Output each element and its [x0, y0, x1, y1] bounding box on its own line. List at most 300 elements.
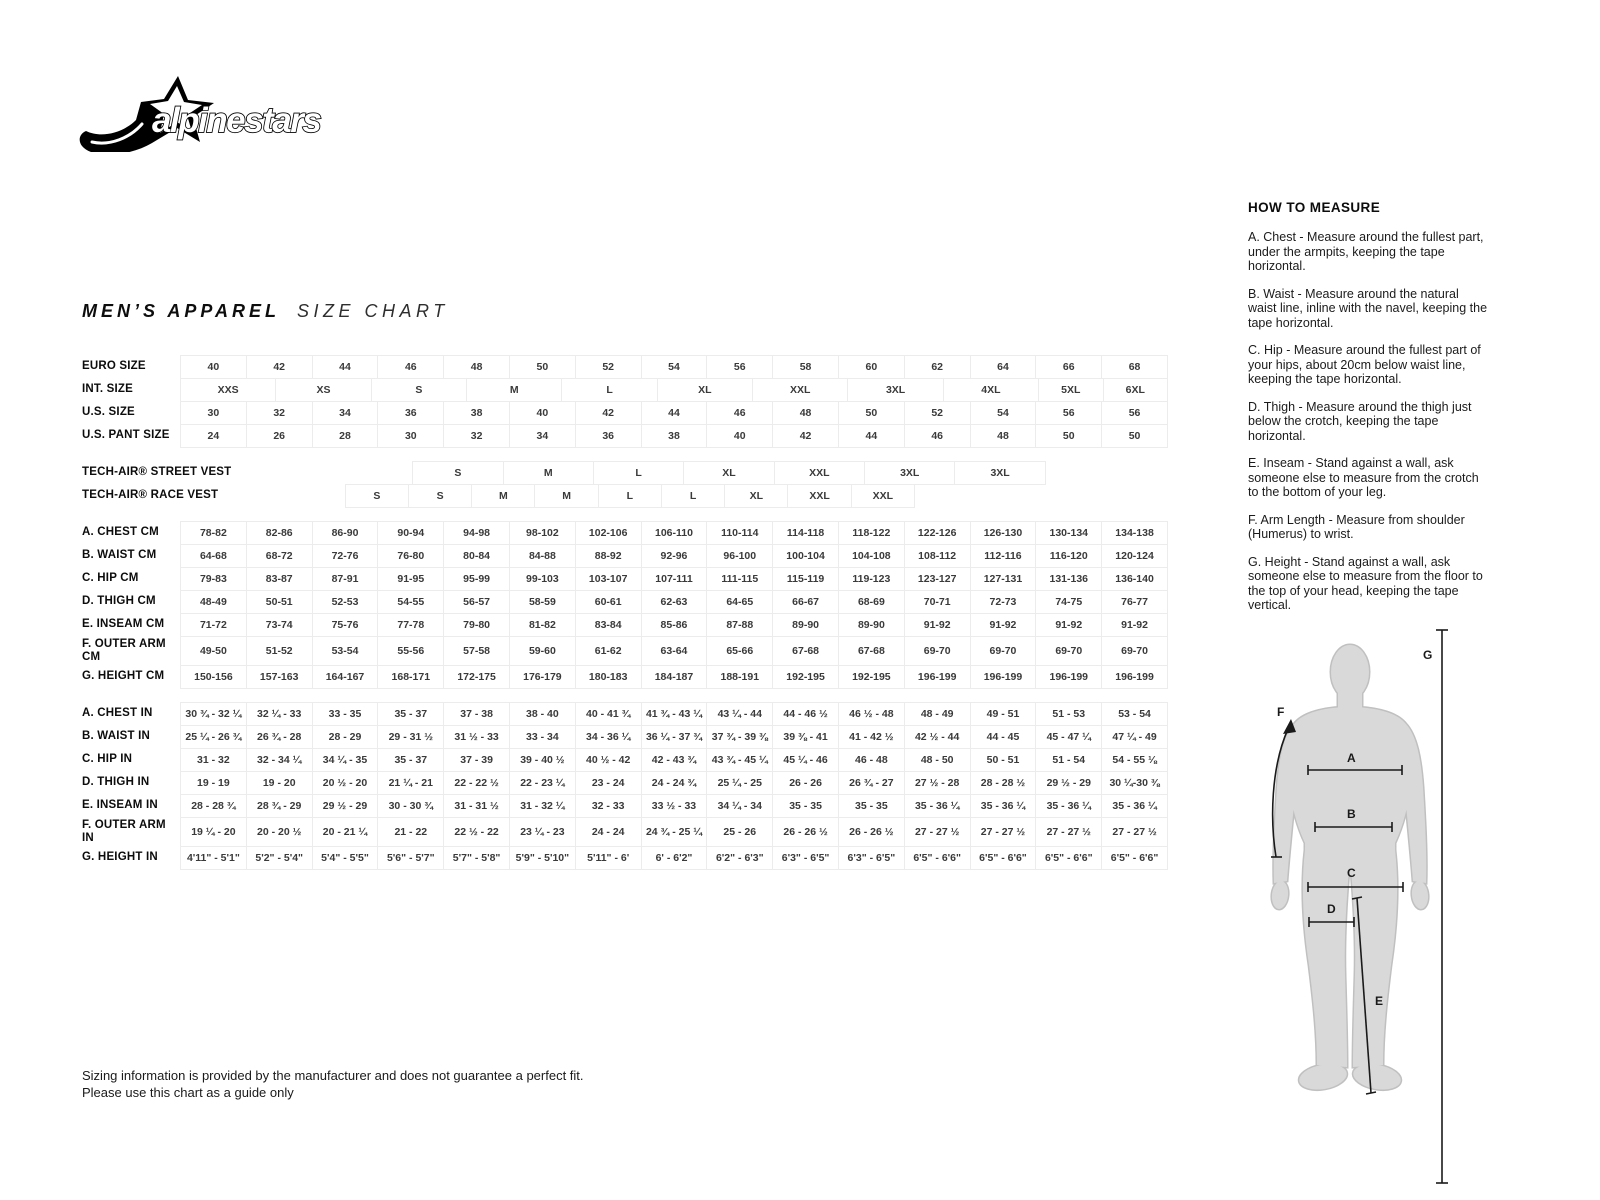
- table-cell: 24 - 24 ¾: [641, 771, 708, 795]
- table-cell: 44: [838, 424, 905, 448]
- table-cell: 122-126: [904, 521, 971, 545]
- table-cell: 51 - 54: [1035, 748, 1102, 772]
- table-cell: 63-64: [641, 636, 708, 666]
- table-cell: 66-67: [772, 590, 839, 614]
- table-cell: 56-57: [443, 590, 510, 614]
- page-title-secondary: SIZE CHART: [297, 301, 449, 321]
- table-cell: 6'3" - 6'5": [772, 846, 839, 870]
- row-label: D. THIGH CM: [82, 595, 156, 608]
- table-cell: XL: [724, 484, 788, 508]
- table-cell: 196-199: [1035, 665, 1102, 689]
- table-cell: XXS: [180, 378, 276, 402]
- table-cell: 38: [443, 401, 510, 425]
- table-cell: 48: [443, 355, 510, 379]
- table-cell: 5'9" - 5'10": [509, 846, 576, 870]
- table-cell: 23 ¼ - 23: [509, 817, 576, 847]
- size-table: [82, 355, 1168, 883]
- table-cell: XS: [275, 378, 371, 402]
- table-cell: 98-102: [509, 521, 576, 545]
- table-cell: 35 - 35: [772, 794, 839, 818]
- table-row: [82, 378, 1168, 402]
- table-row: [82, 702, 1168, 726]
- table-cell: 6XL: [1103, 378, 1168, 402]
- table-cell: 48-49: [180, 590, 247, 614]
- row-label: A. CHEST IN: [82, 707, 153, 720]
- table-cell: 53 - 54: [1101, 702, 1168, 726]
- table-cell: 43 ¾ - 45 ¼: [706, 748, 773, 772]
- table-cell: 86-90: [312, 521, 379, 545]
- table-cell: [914, 484, 978, 508]
- table-cell: 60-61: [575, 590, 642, 614]
- table-cell: 100-104: [772, 544, 839, 568]
- table-cell: 69-70: [970, 636, 1037, 666]
- table-cell: 6'5" - 6'6": [970, 846, 1037, 870]
- page-title-primary: MEN’S APPAREL: [82, 301, 281, 321]
- table-cell: 19 - 19: [180, 771, 247, 795]
- measure-instruction: F. Arm Length - Measure from shoulder (Humerus) to wrist.: [1248, 512, 1465, 541]
- table-cell: 26 ¾ - 27: [838, 771, 905, 795]
- table-cell: 50: [1035, 424, 1102, 448]
- table-cell: [1040, 484, 1104, 508]
- table-cell: 46 ½ - 48: [838, 702, 905, 726]
- table-cell: 35 - 36 ¼: [904, 794, 971, 818]
- table-row: [82, 484, 1168, 508]
- table-cell: 34 ¼ - 34: [706, 794, 773, 818]
- table-row: [82, 748, 1168, 772]
- measure-instruction: G. Height - Stand against a wall, ask someone else to measure from the floor to the top of your head, keeping the tape vertical.: [1248, 554, 1483, 612]
- table-row: [82, 521, 1168, 545]
- table-cell: 40: [180, 355, 247, 379]
- table-cell: 116-120: [1035, 544, 1102, 568]
- table-cell: 88-92: [575, 544, 642, 568]
- table-cell: 62-63: [641, 590, 708, 614]
- table-cell: 29 ½ - 29: [1035, 771, 1102, 795]
- table-cell: 32: [443, 424, 510, 448]
- table-cell: 168-171: [377, 665, 444, 689]
- table-cell: 54: [970, 401, 1037, 425]
- table-cell: 6'5" - 6'6": [1101, 846, 1168, 870]
- table-cell: 96-100: [706, 544, 773, 568]
- table-group-tech_air: [82, 461, 1168, 508]
- table-cell: 72-73: [970, 590, 1037, 614]
- table-cell: 196-199: [904, 665, 971, 689]
- row-label: G. HEIGHT IN: [82, 851, 158, 864]
- table-cell: L: [561, 378, 657, 402]
- table-cell: 176-179: [509, 665, 576, 689]
- table-cell: 44: [641, 401, 708, 425]
- table-cell: 54 - 55 ⅛: [1101, 748, 1168, 772]
- table-cell: 91-92: [1035, 613, 1102, 637]
- table-cell: 91-92: [1101, 613, 1168, 637]
- table-cell: 77-78: [377, 613, 444, 637]
- table-cell: 5'11" - 6': [575, 846, 642, 870]
- row-label: U.S. SIZE: [82, 406, 135, 419]
- table-cell: 42: [575, 401, 642, 425]
- row-label: E. INSEAM IN: [82, 799, 158, 812]
- table-cell: 40: [706, 424, 773, 448]
- table-cell: 192-195: [838, 665, 905, 689]
- table-cell: 33 ½ - 33: [641, 794, 708, 818]
- table-cell: 70-71: [904, 590, 971, 614]
- table-cell: 68-69: [838, 590, 905, 614]
- table-cell: 42: [246, 355, 313, 379]
- table-cell: 131-136: [1035, 567, 1102, 591]
- table-cell: 35 - 36 ¼: [1035, 794, 1102, 818]
- table-cell: 39 - 40 ½: [509, 748, 576, 772]
- table-cell: 34 ¼ - 35: [312, 748, 379, 772]
- table-cell: 38 - 40: [509, 702, 576, 726]
- table-cell: 40: [509, 401, 576, 425]
- table-cell: 76-77: [1101, 590, 1168, 614]
- table-cell: 30 ¼-30 ⅜: [1101, 771, 1168, 795]
- table-cell: 35 - 36 ¼: [970, 794, 1037, 818]
- table-cell: 115-119: [772, 567, 839, 591]
- table-cell: L: [593, 461, 684, 485]
- table-cell: 85-86: [641, 613, 708, 637]
- table-cell: 53-54: [312, 636, 379, 666]
- row-label: E. INSEAM CM: [82, 618, 165, 631]
- table-cell: 27 - 27 ½: [1101, 817, 1168, 847]
- table-cell: 6'3" - 6'5": [838, 846, 905, 870]
- table-cell: 127-131: [970, 567, 1037, 591]
- table-cell: 22 - 23 ¼: [509, 771, 576, 795]
- table-cell: 30: [180, 401, 247, 425]
- table-cell: 103-107: [575, 567, 642, 591]
- table-cell: 25 ¼ - 25: [706, 771, 773, 795]
- table-cell: 54-55: [377, 590, 444, 614]
- table-cell: 82-86: [246, 521, 313, 545]
- table-cell: 66: [1035, 355, 1102, 379]
- table-cell: 67-68: [772, 636, 839, 666]
- table-cell: 64-65: [706, 590, 773, 614]
- table-cell: 74-75: [1035, 590, 1102, 614]
- table-cell: 33 - 34: [509, 725, 576, 749]
- table-group-in: [82, 702, 1168, 870]
- table-cell: 28 - 28 ¾: [180, 794, 247, 818]
- table-cell: 106-110: [641, 521, 708, 545]
- table-cell: 6'5" - 6'6": [1035, 846, 1102, 870]
- table-cell: 50: [509, 355, 576, 379]
- table-cell: 188-191: [706, 665, 773, 689]
- table-cell: 157-163: [246, 665, 313, 689]
- table-cell: 24: [180, 424, 247, 448]
- table-cell: 79-83: [180, 567, 247, 591]
- table-cell: 28 - 28 ½: [970, 771, 1037, 795]
- table-cell: 80-84: [443, 544, 510, 568]
- table-cell: 48: [970, 424, 1037, 448]
- table-cell: 43 ¼ - 44: [706, 702, 773, 726]
- table-cell: 196-199: [1101, 665, 1168, 689]
- disclaimer-line-1: Sizing information is provided by the manufacturer and does not guarantee a perfect fit.: [82, 1068, 584, 1083]
- table-cell: 42 - 43 ¾: [641, 748, 708, 772]
- table-cell: 23 - 24: [575, 771, 642, 795]
- table-cell: 36 ¼ - 37 ¾: [641, 725, 708, 749]
- table-cell: 32 - 33: [575, 794, 642, 818]
- table-cell: 42 ½ - 44: [904, 725, 971, 749]
- table-cell: 51 - 53: [1035, 702, 1102, 726]
- table-cell: S: [345, 484, 409, 508]
- table-cell: 20 ½ - 20: [312, 771, 379, 795]
- table-row: [82, 725, 1168, 749]
- table-cell: [1045, 461, 1107, 485]
- table-cell: 196-199: [970, 665, 1037, 689]
- figure-label-arm: F: [1277, 705, 1285, 719]
- table-cell: 79-80: [443, 613, 510, 637]
- table-cell: 48 - 50: [904, 748, 971, 772]
- table-cell: 29 - 31 ½: [377, 725, 444, 749]
- table-cell: 62: [904, 355, 971, 379]
- table-row: [82, 846, 1168, 870]
- table-cell: 21 ¼ - 21: [377, 771, 444, 795]
- how-to-measure-paragraphs: [1248, 230, 1490, 613]
- table-cell: 27 ½ - 28: [904, 771, 971, 795]
- figure-label-hip: C: [1347, 866, 1356, 880]
- table-cell: 164-167: [312, 665, 379, 689]
- table-cell: 24 - 24: [575, 817, 642, 847]
- table-cell: 52: [575, 355, 642, 379]
- table-cell: 36: [575, 424, 642, 448]
- table-cell: 4'11" - 5'1": [180, 846, 247, 870]
- table-cell: 94-98: [443, 521, 510, 545]
- measure-instruction: C. Hip - Measure around the fullest part of your hips, about 20cm below waist line, keeping the tape horizontal.: [1248, 343, 1481, 386]
- table-cell: 57-58: [443, 636, 510, 666]
- table-cell: 38: [641, 424, 708, 448]
- alpinestars-logo: [78, 70, 354, 152]
- table-cell: 26: [246, 424, 313, 448]
- table-cell: 56: [1035, 401, 1102, 425]
- table-cell: S: [408, 484, 472, 508]
- table-cell: 49-50: [180, 636, 247, 666]
- table-cell: 87-91: [312, 567, 379, 591]
- figure-label-height: G: [1423, 648, 1433, 662]
- page-title: [82, 301, 449, 322]
- table-cell: 91-92: [904, 613, 971, 637]
- table-cell: 44 - 45: [970, 725, 1037, 749]
- table-cell: 75-76: [312, 613, 379, 637]
- table-cell: 64: [970, 355, 1037, 379]
- table-cell: 48 - 49: [904, 702, 971, 726]
- table-cell: 107-111: [641, 567, 708, 591]
- table-cell: 83-87: [246, 567, 313, 591]
- table-cell: 68: [1101, 355, 1168, 379]
- table-cell: [231, 461, 322, 485]
- table-cell: 123-127: [904, 567, 971, 591]
- table-cell: 42: [772, 424, 839, 448]
- table-row: [82, 771, 1168, 795]
- table-row: [82, 355, 1168, 379]
- table-cell: 69-70: [1035, 636, 1102, 666]
- row-label: TECH-AIR® RACE VEST: [82, 489, 219, 502]
- table-cell: 35 - 37: [377, 702, 444, 726]
- table-cell: 27 - 27 ½: [904, 817, 971, 847]
- table-cell: 19 ¼ - 20: [180, 817, 247, 847]
- table-cell: 25 ¼ - 26 ¾: [180, 725, 247, 749]
- measure-instruction: E. Inseam - Stand against a wall, ask someone else to measure from the crotch to the bottom of your leg.: [1248, 456, 1479, 499]
- table-cell: XL: [683, 461, 774, 485]
- table-cell: 3XL: [847, 378, 943, 402]
- table-cell: 46: [904, 424, 971, 448]
- table-cell: 58: [772, 355, 839, 379]
- table-cell: 24 ¾ - 25 ¼: [641, 817, 708, 847]
- table-cell: XXL: [787, 484, 851, 508]
- table-cell: 46: [706, 401, 773, 425]
- table-cell: 59-60: [509, 636, 576, 666]
- table-cell: 30 - 30 ¾: [377, 794, 444, 818]
- table-cell: 28 - 29: [312, 725, 379, 749]
- table-cell: 5'4" - 5'5": [312, 846, 379, 870]
- measure-instruction: B. Waist - Measure around the natural waist line, inline with the navel, keeping the tape horizontal.: [1248, 286, 1488, 330]
- table-cell: 126-130: [970, 521, 1037, 545]
- table-cell: 54: [641, 355, 708, 379]
- table-cell: [1106, 461, 1168, 485]
- table-cell: 46: [377, 355, 444, 379]
- figure-label-chest: A: [1347, 751, 1356, 765]
- table-cell: 67-68: [838, 636, 905, 666]
- table-row: [82, 590, 1168, 614]
- table-cell: 60: [838, 355, 905, 379]
- table-cell: S: [412, 461, 503, 485]
- table-cell: 32 - 34 ¼: [246, 748, 313, 772]
- table-cell: 35 - 37: [377, 748, 444, 772]
- table-cell: 76-80: [377, 544, 444, 568]
- table-cell: 52-53: [312, 590, 379, 614]
- table-cell: [218, 484, 282, 508]
- how-to-measure-heading: HOW TO MEASURE: [1248, 200, 1381, 215]
- table-row: [82, 544, 1168, 568]
- table-cell: 41 - 42 ½: [838, 725, 905, 749]
- table-cell: 95-99: [443, 567, 510, 591]
- table-cell: 64-68: [180, 544, 247, 568]
- table-cell: 26 ¾ - 28: [246, 725, 313, 749]
- table-cell: 5'7" - 5'8": [443, 846, 510, 870]
- table-cell: 50: [838, 401, 905, 425]
- table-cell: 83-84: [575, 613, 642, 637]
- table-cell: 49 - 51: [970, 702, 1037, 726]
- table-cell: 45 ¼ - 46: [772, 748, 839, 772]
- table-cell: 69-70: [1101, 636, 1168, 666]
- table-cell: [977, 484, 1041, 508]
- table-cell: 22 ½ - 22: [443, 817, 510, 847]
- table-cell: 192-195: [772, 665, 839, 689]
- table-cell: 112-116: [970, 544, 1037, 568]
- table-cell: 30 ¾ - 32 ¼: [180, 702, 247, 726]
- table-cell: 84-88: [509, 544, 576, 568]
- table-cell: 61-62: [575, 636, 642, 666]
- table-row: [82, 567, 1168, 591]
- table-cell: XL: [657, 378, 753, 402]
- figure-label-thigh: D: [1327, 902, 1336, 916]
- table-cell: 91-95: [377, 567, 444, 591]
- table-cell: 48: [772, 401, 839, 425]
- table-cell: 72-76: [312, 544, 379, 568]
- row-label: EURO SIZE: [82, 360, 146, 373]
- row-label: U.S. PANT SIZE: [82, 429, 170, 442]
- figure-label-inseam: E: [1375, 994, 1384, 1008]
- table-cell: 56: [706, 355, 773, 379]
- table-cell: 180-183: [575, 665, 642, 689]
- table-row: [82, 613, 1168, 637]
- table-cell: 31 - 32 ¼: [509, 794, 576, 818]
- table-cell: 34 - 36 ¼: [575, 725, 642, 749]
- table-cell: 32: [246, 401, 313, 425]
- table-cell: 89-90: [838, 613, 905, 637]
- table-row: [82, 636, 1168, 666]
- table-cell: 5'2" - 5'4": [246, 846, 313, 870]
- table-cell: 46 - 48: [838, 748, 905, 772]
- table-cell: 89-90: [772, 613, 839, 637]
- table-cell: 102-106: [575, 521, 642, 545]
- table-cell: 184-187: [641, 665, 708, 689]
- table-cell: 91-92: [970, 613, 1037, 637]
- table-cell: 5XL: [1038, 378, 1103, 402]
- table-cell: 37 ¾ - 39 ⅜: [706, 725, 773, 749]
- measure-instruction: D. Thigh - Measure around the thigh just below the crotch, keeping the tape horizontal.: [1248, 399, 1472, 443]
- table-cell: 4XL: [943, 378, 1039, 402]
- table-cell: 26 - 26 ½: [772, 817, 839, 847]
- table-cell: 71-72: [180, 613, 247, 637]
- table-cell: 90-94: [377, 521, 444, 545]
- table-cell: 20 - 20 ½: [246, 817, 313, 847]
- table-cell: 68-72: [246, 544, 313, 568]
- table-cell: 35 - 36 ¼: [1101, 794, 1168, 818]
- table-cell: 73-74: [246, 613, 313, 637]
- table-cell: 47 ¼ - 49: [1101, 725, 1168, 749]
- row-label: F. OUTER ARM IN: [82, 818, 166, 844]
- table-row: [82, 794, 1168, 818]
- table-cell: 65-66: [706, 636, 773, 666]
- table-cell: 6'5" - 6'6": [904, 846, 971, 870]
- table-cell: 26 - 26: [772, 771, 839, 795]
- table-cell: 111-115: [706, 567, 773, 591]
- table-cell: 56: [1101, 401, 1168, 425]
- table-cell: 36: [377, 401, 444, 425]
- table-row: [82, 401, 1168, 425]
- table-cell: 81-82: [509, 613, 576, 637]
- table-cell: 99-103: [509, 567, 576, 591]
- table-cell: 52: [904, 401, 971, 425]
- row-label: B. WAIST IN: [82, 730, 151, 743]
- alpinestars-wordmark: alpinestars: [152, 101, 321, 140]
- table-cell: 32 ¼ - 33: [246, 702, 313, 726]
- table-row: [82, 817, 1168, 847]
- table-cell: 28: [312, 424, 379, 448]
- table-cell: 19 - 20: [246, 771, 313, 795]
- table-cell: 50: [1101, 424, 1168, 448]
- table-cell: 31 - 31 ½: [443, 794, 510, 818]
- table-cell: M: [471, 484, 535, 508]
- table-cell: 33 - 35: [312, 702, 379, 726]
- table-cell: M: [503, 461, 594, 485]
- table-cell: 136-140: [1101, 567, 1168, 591]
- table-group-cm: [82, 521, 1168, 689]
- table-cell: 50-51: [246, 590, 313, 614]
- table-cell: 78-82: [180, 521, 247, 545]
- table-cell: 172-175: [443, 665, 510, 689]
- table-cell: 118-122: [838, 521, 905, 545]
- table-cell: L: [598, 484, 662, 508]
- table-cell: 104-108: [838, 544, 905, 568]
- table-cell: 55-56: [377, 636, 444, 666]
- table-cell: 40 - 41 ¾: [575, 702, 642, 726]
- row-label: INT. SIZE: [82, 383, 134, 396]
- table-row: [82, 424, 1168, 448]
- table-cell: M: [466, 378, 562, 402]
- row-label: B. WAIST CM: [82, 549, 157, 562]
- table-cell: 30: [377, 424, 444, 448]
- table-cell: 6'2" - 6'3": [706, 846, 773, 870]
- row-label: C. HIP CM: [82, 572, 139, 585]
- table-cell: L: [661, 484, 725, 508]
